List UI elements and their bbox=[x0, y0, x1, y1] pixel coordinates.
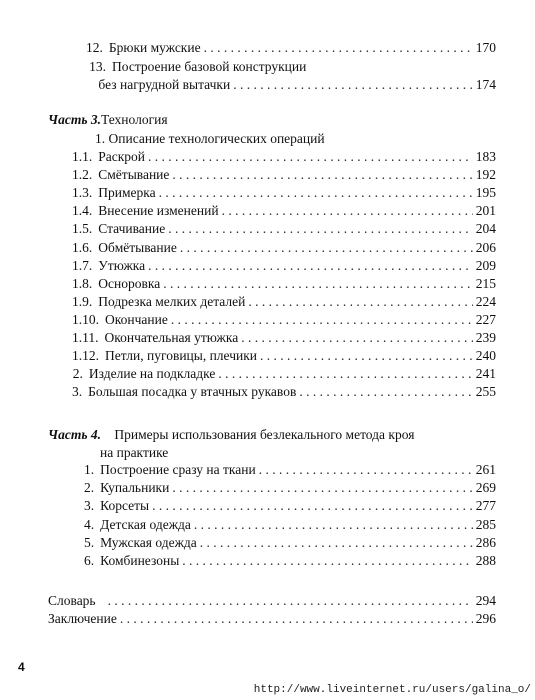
entry-page: 255 bbox=[475, 384, 496, 400]
entry-page: 269 bbox=[475, 480, 496, 496]
entry-title: Окончательная утюжка bbox=[104, 330, 239, 345]
part-heading-cont: на практике bbox=[100, 445, 169, 460]
leader-dots bbox=[200, 535, 473, 551]
entry-page: 204 bbox=[475, 221, 496, 237]
entry-title: Осноровка bbox=[98, 275, 161, 291]
entry-title: Мужская одежда bbox=[100, 534, 197, 550]
entry-number: 5. bbox=[84, 534, 95, 550]
entry-page: 277 bbox=[475, 498, 496, 514]
toc-entry bbox=[72, 221, 496, 237]
entry-page: 201 bbox=[475, 203, 496, 219]
entry-title: Построение сразу на ткани bbox=[100, 462, 256, 477]
part-heading: Часть 4. Примеры использования безлекального метода кроя bbox=[48, 427, 415, 442]
toc-entry bbox=[72, 330, 496, 346]
leader-dots bbox=[120, 611, 473, 627]
entry-page: 285 bbox=[475, 516, 496, 532]
entry-title: Окончание bbox=[105, 311, 168, 327]
entry-number: 1.2. bbox=[72, 167, 93, 183]
entry-title: Корсеты bbox=[100, 498, 150, 514]
leader-dots bbox=[194, 517, 473, 533]
toc-entry bbox=[72, 258, 496, 274]
entry-number: 2. bbox=[84, 480, 95, 496]
entry-number: 6. bbox=[84, 553, 95, 568]
toc-entry: 12. Брюки мужские . . . 170 bbox=[86, 40, 496, 56]
entry-page: 209 bbox=[475, 257, 496, 273]
toc-entry bbox=[72, 348, 496, 364]
leader-dots bbox=[241, 330, 473, 346]
toc-entry bbox=[72, 167, 496, 183]
leader-dots bbox=[148, 258, 473, 274]
toc-entry bbox=[84, 535, 496, 551]
entry-number: 1.9. bbox=[72, 293, 93, 309]
leader-dots bbox=[148, 149, 473, 165]
leader-dots bbox=[299, 384, 472, 400]
entry-title: Подрезка мелких деталей bbox=[98, 293, 246, 309]
leader-dots bbox=[260, 348, 473, 364]
section-subheading: 1. Описание технологических операций bbox=[95, 131, 325, 146]
entry-title: Детская одежда bbox=[100, 516, 191, 532]
entry-number: 1.4. bbox=[72, 203, 93, 219]
entry-title: Смётывание bbox=[98, 167, 170, 183]
leader-dots bbox=[163, 276, 473, 292]
part-heading: Часть 3.Технология bbox=[48, 112, 168, 127]
leader-dots bbox=[172, 167, 472, 183]
toc-entry bbox=[84, 553, 496, 569]
toc-entry bbox=[84, 480, 496, 496]
entry-number: 1.5. bbox=[72, 221, 93, 237]
entry-page: 195 bbox=[475, 185, 496, 201]
toc-entry bbox=[72, 240, 496, 256]
leader-dots bbox=[108, 593, 473, 609]
entry-number: 1.3. bbox=[72, 185, 93, 201]
entry-number: 2. bbox=[72, 366, 83, 382]
leader-dots bbox=[233, 77, 473, 93]
toc-entry: Заключение . . . 296 bbox=[48, 611, 496, 627]
toc-entry bbox=[84, 517, 496, 533]
entry-page: 183 bbox=[475, 149, 496, 164]
entry-page: 286 bbox=[475, 534, 496, 550]
toc-entry bbox=[72, 185, 496, 201]
toc-entry bbox=[72, 276, 496, 292]
entry-title: Изделие на подкладке bbox=[88, 366, 216, 382]
leader-dots bbox=[168, 221, 473, 237]
toc-entry bbox=[72, 384, 496, 400]
entry-number: 3. bbox=[84, 498, 95, 514]
entry-title: Стачивание bbox=[98, 221, 166, 237]
entry-number: 1.10. bbox=[72, 311, 99, 327]
toc-entry: без нагрудной вытачки . . . 174 bbox=[86, 77, 496, 93]
leader-dots bbox=[159, 185, 473, 201]
entry-number: 1.12. bbox=[72, 348, 99, 364]
entry-page: 240 bbox=[475, 348, 496, 364]
leader-dots bbox=[259, 462, 473, 478]
toc-entry bbox=[84, 498, 496, 514]
leader-dots bbox=[222, 203, 473, 219]
leader-dots bbox=[248, 294, 472, 310]
entry-number: 1.1. bbox=[72, 149, 93, 164]
entry-page: 227 bbox=[475, 311, 496, 327]
leader-dots bbox=[180, 240, 473, 256]
entry-page: 192 bbox=[475, 167, 496, 183]
entry-number: 1. bbox=[84, 462, 95, 477]
toc-entry: Словарь . . . 294 bbox=[48, 593, 496, 609]
entry-number: 1.6. bbox=[72, 239, 93, 255]
leader-dots bbox=[218, 366, 472, 382]
entry-number: 1.11. bbox=[72, 330, 99, 345]
toc-entry bbox=[72, 294, 496, 310]
leader-dots bbox=[204, 40, 473, 56]
leader-dots bbox=[172, 480, 472, 496]
entry-title: Раскрой bbox=[98, 149, 146, 164]
entry-page: 215 bbox=[475, 275, 496, 291]
toc-entry bbox=[72, 149, 496, 165]
entry-page: 241 bbox=[475, 366, 496, 382]
entry-page: 239 bbox=[475, 330, 496, 345]
entry-title: Большая посадка у втачных рукавов bbox=[88, 384, 297, 400]
leader-dots bbox=[182, 553, 472, 569]
toc-entry bbox=[72, 203, 496, 219]
entry-title: Комбинезоны bbox=[100, 553, 180, 568]
entry-number: 1.7. bbox=[72, 257, 93, 273]
entry-number: 4. bbox=[84, 516, 95, 532]
page-number: 4 bbox=[18, 660, 25, 674]
toc-entry bbox=[84, 462, 496, 478]
leader-dots bbox=[152, 498, 473, 514]
toc-entry: 13. Построение базовой конструкции bbox=[89, 59, 307, 74]
watermark-url: http://www.liveinternet.ru/users/galina_o/ bbox=[253, 684, 531, 696]
entry-title: Обмётывание bbox=[98, 239, 177, 255]
entry-title: Петли, пуговицы, плечики bbox=[105, 348, 258, 364]
entry-title: Внесение изменений bbox=[98, 203, 219, 219]
entry-title: Утюжка bbox=[98, 257, 146, 273]
entry-title: Купальники bbox=[100, 480, 170, 496]
entry-page: 261 bbox=[475, 462, 496, 477]
entry-title: Примерка bbox=[98, 185, 156, 201]
toc-entry bbox=[72, 312, 496, 328]
entry-number: 3. bbox=[72, 384, 83, 400]
leader-dots bbox=[171, 312, 473, 328]
entry-page: 288 bbox=[475, 553, 496, 568]
toc-entry bbox=[72, 366, 496, 382]
entry-number: 1.8. bbox=[72, 275, 93, 291]
entry-page: 224 bbox=[475, 293, 496, 309]
entry-page: 206 bbox=[475, 239, 496, 255]
